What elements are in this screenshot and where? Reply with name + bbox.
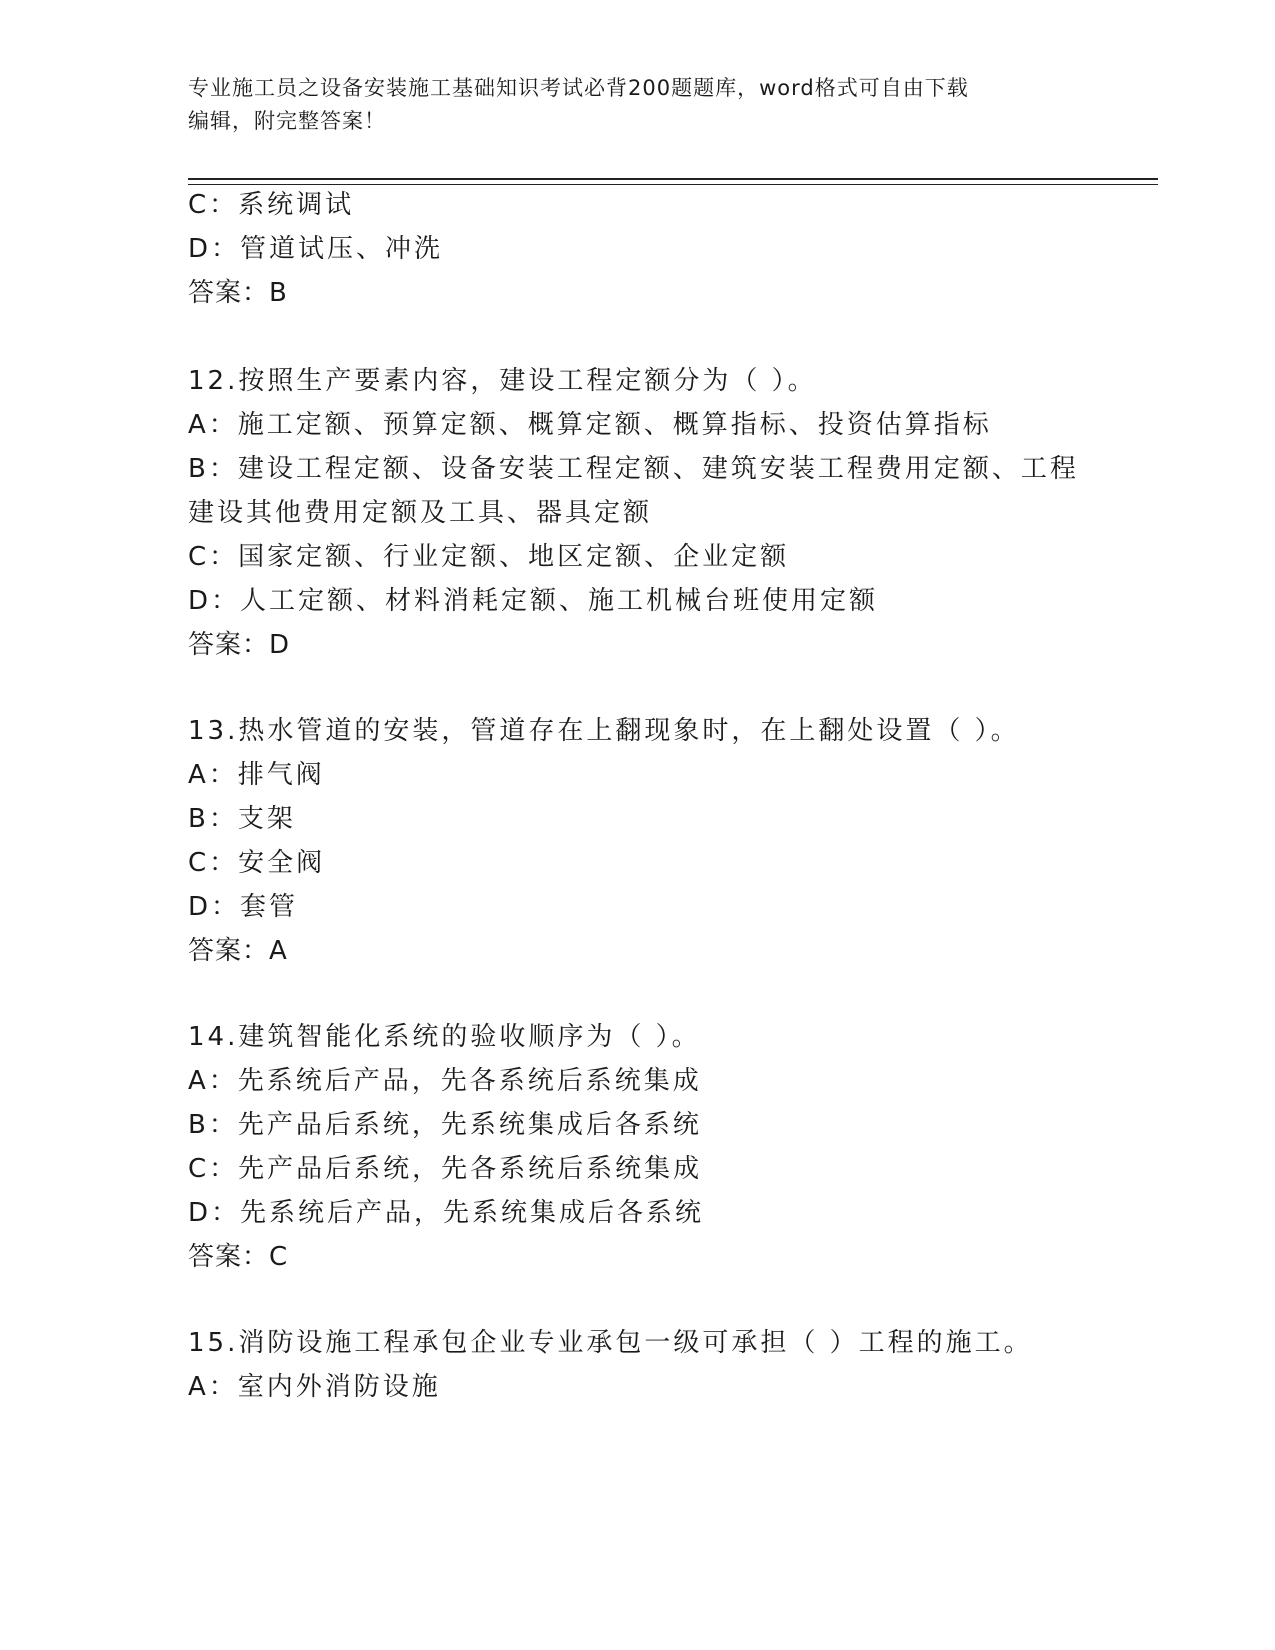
q14-option-c: C：先产品后系统，先各系统后系统集成 xyxy=(188,1154,703,1184)
q15-question: 15.消防设施工程承包企业专业承包一级可承担（ ）工程的施工。 xyxy=(188,1328,1033,1358)
q14-question: 14.建筑智能化系统的验收顺序为（ ）。 xyxy=(188,1022,701,1052)
header-line-1: 专业施工员之设备安装施工基础知识考试必背200题题库，word格式可自由下载 xyxy=(188,76,969,100)
q14-option-a: A：先系统后产品，先各系统后系统集成 xyxy=(188,1066,702,1096)
q12-option-b-line2: 建设其他费用定额及工具、器具定额 xyxy=(188,498,653,528)
q12-answer: 答案：D xyxy=(188,630,291,660)
q13-question: 13.热水管道的安装，管道存在上翻现象时，在上翻处设置（ ）。 xyxy=(188,716,1020,746)
q14-option-b: B：先产品后系统，先系统集成后各系统 xyxy=(188,1110,702,1140)
q12-option-a: A：施工定额、预算定额、概算定额、概算指标、投资估算指标 xyxy=(188,410,992,440)
q12-question: 12.按照生产要素内容，建设工程定额分为（ ）。 xyxy=(188,366,817,396)
q15-option-a: A：室内外消防设施 xyxy=(188,1372,441,1402)
document-header xyxy=(188,72,1088,138)
q13-option-c: C：安全阀 xyxy=(188,848,326,878)
q13-answer: 答案：A xyxy=(188,936,288,966)
q12-option-b-line1: B：建设工程定额、设备安装工程定额、建筑安装工程费用定额、工程 xyxy=(188,454,1079,484)
header-line-2: 编辑，附完整答案！ xyxy=(188,109,386,133)
header-divider-thick xyxy=(188,178,1158,180)
q14-option-d: D：先系统后产品，先系统集成后各系统 xyxy=(188,1198,705,1228)
q12-option-d: D：人工定额、材料消耗定额、施工机械台班使用定额 xyxy=(188,586,879,616)
q13-option-b: B：支架 xyxy=(188,804,296,834)
q11-answer: 答案：B xyxy=(188,278,288,308)
q13-option-a: A：排气阀 xyxy=(188,760,325,790)
q12-option-c: C：国家定额、行业定额、地区定额、企业定额 xyxy=(188,542,790,572)
q11-option-c: C：系统调试 xyxy=(188,190,355,220)
header-divider-thin xyxy=(188,184,1158,185)
q14-answer: 答案：C xyxy=(188,1242,289,1272)
q11-option-d: D：管道试压、冲洗 xyxy=(188,234,444,264)
q13-option-d: D：套管 xyxy=(188,892,299,922)
